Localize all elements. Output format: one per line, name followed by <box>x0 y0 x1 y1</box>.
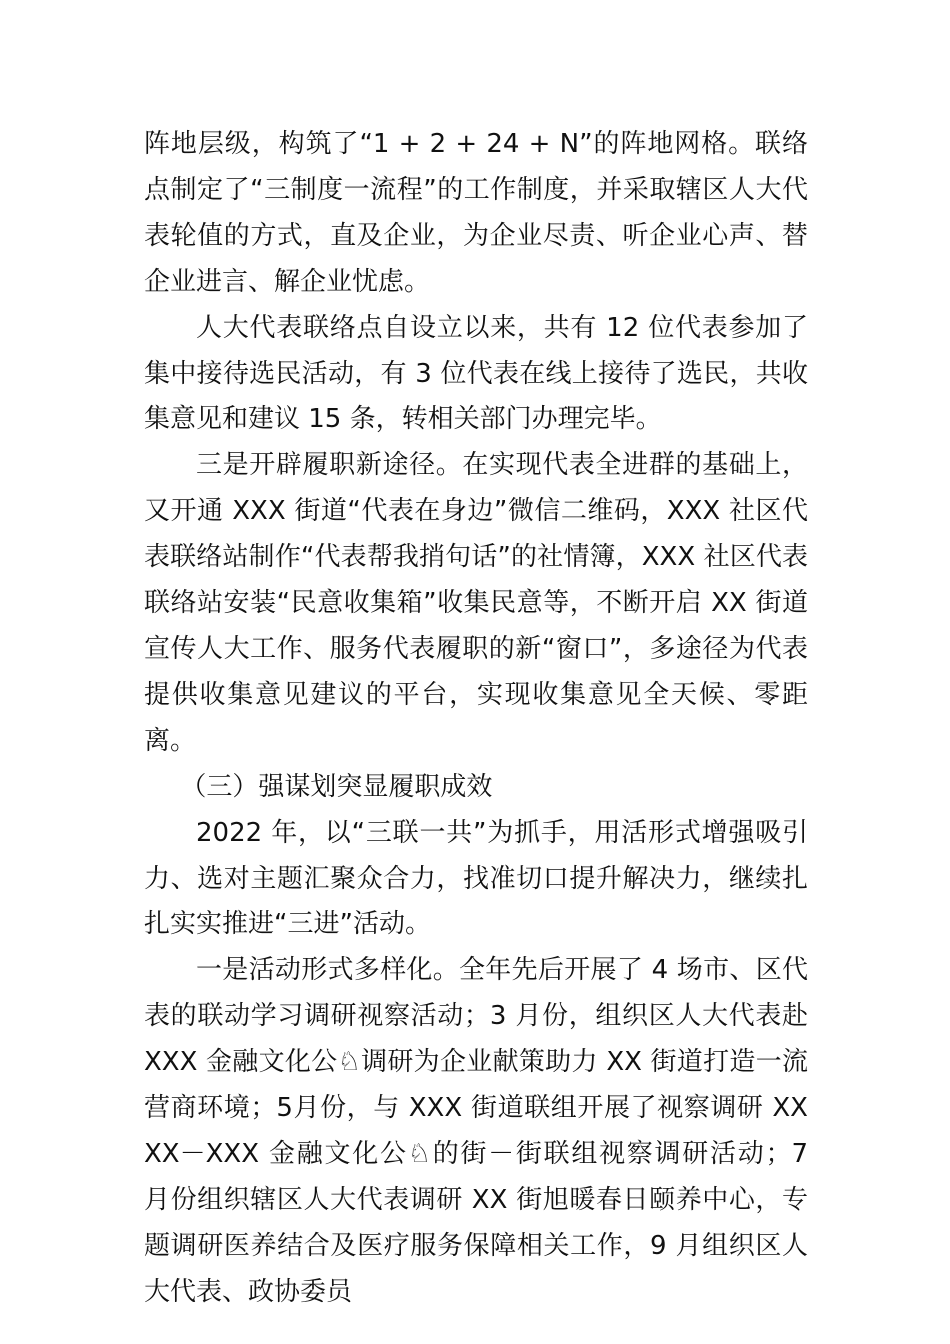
paragraph-contact-point-stats: 人大代表联络点自设立以来，共有 12 位代表参加了集中接待选民活动，有 3 位代表在线上接待了选民，共收集意见和建议 15 条，转相关部门办理完毕。 <box>144 312 808 435</box>
document-body <box>144 122 808 1316</box>
paragraph-2022-overview: 2022 年，以“三联一共”为抓手，用活形式增强吸引力、选对主题汇聚众合力，找准切口提升解决力，继续扎扎实实推进“三进”活动。 <box>144 817 808 940</box>
paragraph-position-network: 阵地层级，构筑了“1 + 2 + 24 + N”的阵地网格。联络点制定了“三制度一流程”的工作制度，并采取辖区人大代表轮值的方式，直及企业，为企业尽责、听企业心声、替企业进言、解企业忧虑。 <box>144 129 808 297</box>
paragraph-new-channels: 三是开辟履职新途径。在实现代表全进群的基础上，又开通 XXX 街道“代表在身边”微信二维码，XXX 社区代表联络站制作“代表帮我捎句话”的社情簿，XXX 社区代表联络站安装“民意收集箱”收集民意等，不断开启 XX 街道宣传人大工作、服务代表履职的新“窗口”，多途径为代表提供收集意见建议的平台，实现收集意见全天候、零距离。 <box>144 450 808 756</box>
paragraph-activity-forms: 一是活动形式多样化。全年先后开展了 4 场市、区代表的联动学习调研视察活动；3 月份，组织区人大代表赴 XXX 金融文化公♘调研为企业献策助力 XX 街道打造一流营商环境；5月份，与 XXX 街道联组开展了视察调研 XXXX－XXX 金融文化公♘的街－街联组视察调研活动；7 月份组织辖区人大代表调研 XX 街旭暖春日颐养中心，专题调研医养结合及医疗服务保障相关工作，9 月组织区人大代表、政协委员 <box>144 955 808 1307</box>
section-heading-three: （三）强谋划突显履职成效 <box>180 771 493 802</box>
